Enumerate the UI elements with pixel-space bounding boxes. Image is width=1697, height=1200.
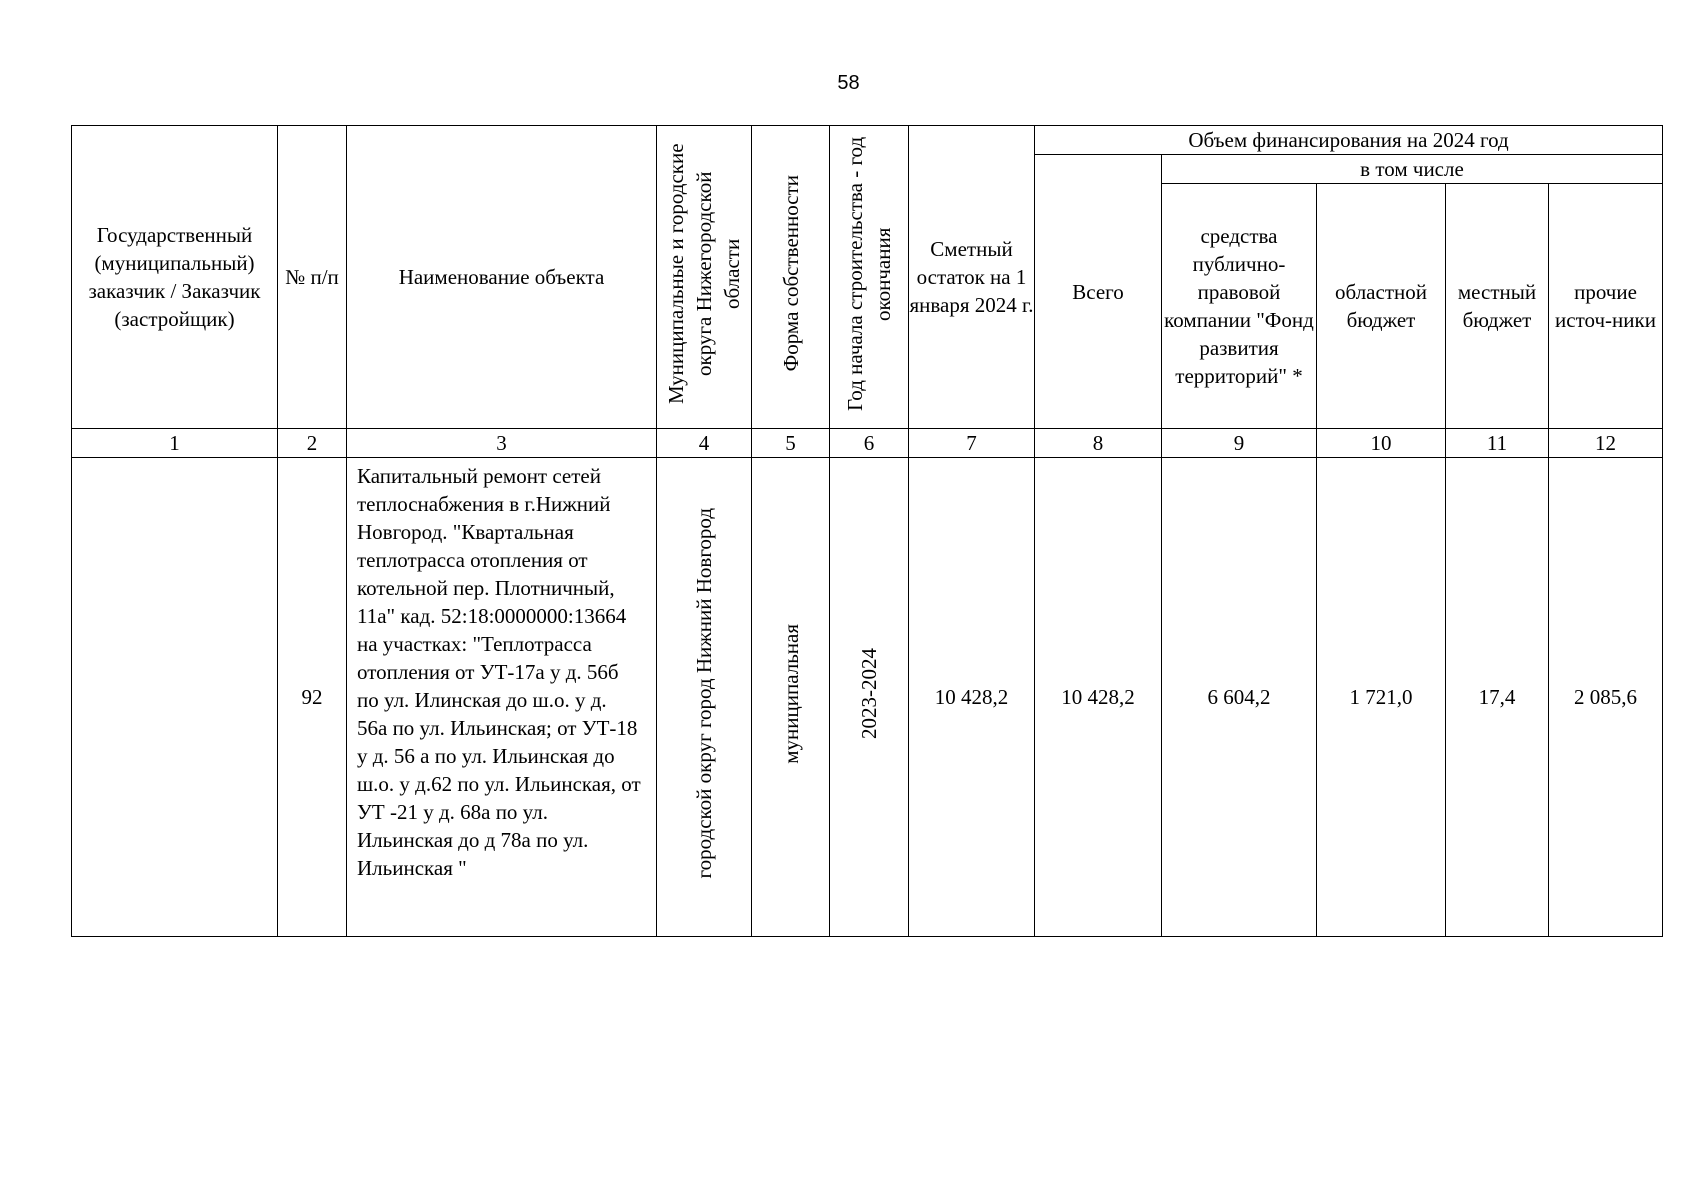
header-fund: средства публично-правовой компании "Фонд развития территорий" *	[1162, 184, 1317, 429]
column-number: 7	[909, 429, 1035, 458]
row-regional: 1 721,0	[1317, 458, 1446, 937]
header-including: в том числе	[1162, 155, 1663, 184]
column-number: 2	[278, 429, 347, 458]
row-number: 92	[278, 458, 347, 937]
column-number: 11	[1446, 429, 1549, 458]
column-number: 1	[72, 429, 278, 458]
row-customer	[72, 458, 278, 937]
column-number: 9	[1162, 429, 1317, 458]
column-number: 8	[1035, 429, 1162, 458]
column-number: 5	[752, 429, 830, 458]
header-regional: областной бюджет	[1317, 184, 1446, 429]
header-object-name: Наименование объекта	[347, 126, 657, 429]
header-years-cell	[830, 126, 909, 429]
row-ownership-cell	[752, 458, 830, 937]
header-customer: Государственный (муниципальный) заказчик / Заказчик (застройщик)	[72, 126, 278, 429]
row-estimate: 10 428,2	[909, 458, 1035, 937]
row-total: 10 428,2	[1035, 458, 1162, 937]
header-municipality: Муниципальные и городские округа Нижегородской области	[664, 143, 744, 404]
header-estimate: Сметный остаток на 1 января 2024 г.	[909, 126, 1035, 429]
row-years: 2023-2024	[857, 648, 881, 739]
row-municipality: городской округ город Нижний Новгород	[692, 508, 716, 879]
header-financing-group: Объем финансирования на 2024 год	[1035, 126, 1663, 155]
header-years: Год начала строительства - год окончания	[843, 136, 895, 411]
header-other: прочие источ-ники	[1549, 184, 1663, 429]
column-number: 6	[830, 429, 909, 458]
table-row	[72, 458, 1663, 937]
header-ownership-cell	[752, 126, 830, 429]
column-number: 10	[1317, 429, 1446, 458]
header-local: местный бюджет	[1446, 184, 1549, 429]
row-years-cell	[830, 458, 909, 937]
row-object-name-cell	[347, 458, 657, 937]
column-number: 4	[657, 429, 752, 458]
header-total: Всего	[1035, 155, 1162, 429]
header-number: № п/п	[278, 126, 347, 429]
column-number: 3	[347, 429, 657, 458]
column-numbers-row	[72, 429, 1663, 458]
row-local: 17,4	[1446, 458, 1549, 937]
financing-table	[71, 125, 1663, 937]
column-number: 12	[1549, 429, 1663, 458]
row-fund: 6 604,2	[1162, 458, 1317, 937]
header-row-1	[72, 126, 1663, 155]
row-object-name: Капитальный ремонт сетей теплоснабжения в г.Нижний Новгород. "Квартальная теплотрасса отопления от котельной пер. Плотничный, 11а" кад. 52:18:0000000:13664 на участках: "Теплотрасса отопления от УТ-17а у д. 56б по ул. Илинская до ш.о. у д. 56а по ул. Ильинская; от УТ-18 у д. 56 а по ул. Ильинская до ш.о. у д.62 по ул. Ильинская, от УТ -21 у д. 68а по ул. Ильинская до д 78а по ул. Ильинская "	[357, 464, 641, 880]
row-ownership: муниципальная	[778, 623, 803, 764]
page-number: 58	[837, 72, 860, 94]
row-municipality-cell	[657, 458, 752, 937]
header-municipality-cell	[657, 126, 752, 429]
row-other: 2 085,6	[1549, 458, 1663, 937]
header-ownership: Форма собственности	[778, 175, 803, 372]
